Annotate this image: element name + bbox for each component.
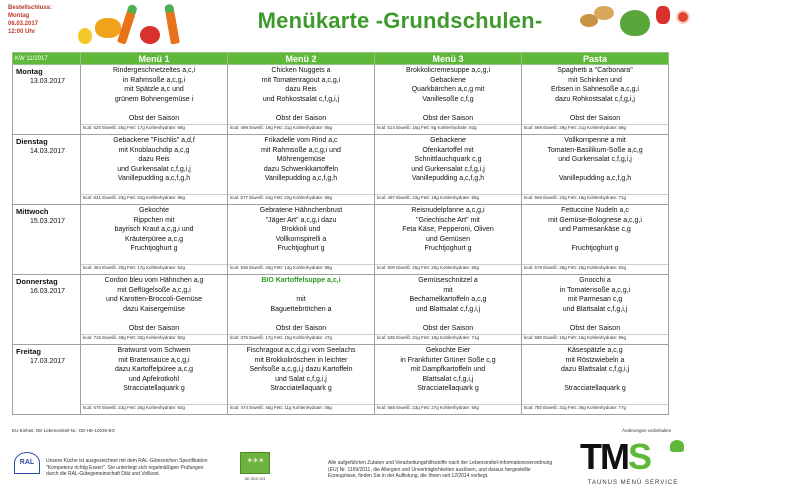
- dish-line: [231, 314, 371, 324]
- deadline-day: Montag: [8, 13, 30, 19]
- dish-line: Vanillesoße c,f,g: [422, 95, 474, 103]
- dish-line: [378, 314, 518, 324]
- menu-cell: [522, 65, 669, 135]
- day-row: [13, 135, 669, 205]
- deadline-time: 12:00 Uhr: [8, 29, 36, 35]
- day-cell: [13, 135, 81, 205]
- dish-line: [525, 375, 665, 385]
- header: [0, 0, 800, 52]
- dish-line: [378, 104, 518, 114]
- day-name: Dienstag: [16, 137, 48, 146]
- dish-line: Gebackene: [430, 76, 466, 84]
- column-header: Menü 1: [81, 53, 228, 65]
- dish-line: mit Geflügelsoße a,c,g,i: [117, 286, 191, 294]
- dish-line: mit Parmesan c,g: [567, 296, 623, 303]
- dish-line: Obst der Saison: [128, 114, 180, 122]
- dish-line: und Gemüsen: [426, 235, 470, 243]
- dish-line: und Blattsalat c,f,g,i,j: [562, 305, 628, 313]
- dish-line: dazu Rohkostsalat c,f,g,i,j: [555, 95, 635, 103]
- dish-line: Vollkornpenne a mit: [564, 137, 626, 144]
- dish-line: Gekochte Eier: [425, 347, 471, 354]
- nutrition-info: kcal: 577 Eiweiß: 24g Fett: 22g Kohlenhydrate: 68g: [228, 194, 374, 201]
- dish-line: [84, 394, 224, 404]
- day-row: [13, 205, 669, 275]
- dish-line: Gnocchi a: [579, 277, 611, 284]
- dish-line: und Gurkensalat c,f,g,i,j: [558, 156, 632, 163]
- dish-line: dazu Kartoffelpüree a,c,g: [114, 366, 194, 373]
- dish-line: Blattsalat c,f,g,i,j: [422, 375, 474, 383]
- dish-line: Stracciatellaquark g: [123, 385, 185, 392]
- dish-line: Frikadelle vom Rind a,c: [264, 137, 338, 144]
- day-name: Mittwoch: [16, 207, 49, 216]
- chef-hat-icon: [670, 440, 684, 452]
- deadline-date: 06.03.2017: [8, 21, 39, 27]
- dish-line: und Gurkensalat c,f,g,i,j: [411, 165, 485, 173]
- nutrition-info: kcal: 376 Eiweiß: 17g Fett: 15g Kohlenhydrate: 47g: [228, 334, 374, 341]
- dish-line: Gebackene: [430, 137, 466, 144]
- dish-line: Stracciatellaquark g: [564, 385, 626, 392]
- dish-line: dazu Schwenkkartoffeln: [263, 165, 339, 173]
- dish-line: Cordon bleu vom Hähnchen a,g: [104, 277, 204, 284]
- column-header: Menü 3: [375, 53, 522, 65]
- dish-line: Vanillepudding a,c,f,g,h: [558, 175, 632, 182]
- dish-line: Obst der Saison: [569, 324, 621, 332]
- dish-line: "Griechische Art" mit: [416, 216, 480, 224]
- dish-line: und Rohkostsalat c,f,g,i,j: [262, 95, 340, 103]
- day-date: 16.03.2017: [30, 287, 66, 295]
- dish-line: BIO Kartoffelsuppe a,c,i: [261, 277, 341, 284]
- deadline-label: Bestellschluss:: [8, 5, 53, 11]
- dish-line: [84, 314, 224, 324]
- dish-line: "Jäger Art" a,c,g,i dazu: [265, 216, 337, 224]
- dish-line: Obst der Saison: [128, 324, 180, 332]
- menu-cell: [81, 65, 228, 135]
- logo-s: S: [627, 436, 650, 477]
- dish-line: Kräuterpüree a,c,g: [125, 235, 183, 243]
- dish-line: mit Schinken und: [568, 76, 622, 84]
- dish-line: mit Tomatenragout a,c,g,i: [261, 76, 341, 84]
- column-header: Pasta: [522, 53, 669, 65]
- day-cell: [13, 345, 81, 415]
- dish-line: [525, 165, 665, 175]
- menu-cell: [522, 345, 669, 415]
- day-date: 14.03.2017: [30, 147, 66, 155]
- changes-note: Änderungen vorbehalten: [622, 428, 672, 433]
- dish-line: [525, 235, 665, 245]
- column-header: Menü 2: [228, 53, 375, 65]
- dish-line: Fettuccine Nudeln a,c: [561, 207, 629, 214]
- salad-bowl-icon: [620, 10, 650, 36]
- menu-cell: [375, 65, 522, 135]
- eu-bio-logo: [240, 452, 270, 474]
- dish-line: Fruchtjoghurt g: [571, 245, 619, 252]
- dish-line: Fruchtjoghurt g: [130, 245, 178, 252]
- menu-cell: [375, 135, 522, 205]
- dish-line: mit Dampfkartoffeln und: [410, 366, 486, 373]
- dish-line: Erbsen in Sahnesoße a,c,g,i: [551, 86, 639, 93]
- dish-line: Stracciatellaquark g: [417, 385, 479, 392]
- nutrition-info: kcal: 474 Eiweiß: 46g Fett: 11g Kohlenhydrate: 48g: [228, 404, 374, 411]
- dish-line: Obst der Saison: [422, 324, 474, 332]
- dish-line: Obst der Saison: [569, 114, 621, 122]
- dish-line: Bechamelkartoffeln a,c,g: [409, 296, 487, 303]
- nutrition-info: kcal: 566 Eiweiß: 23g Fett: 19g Kohlenhydrate: 71g: [522, 194, 668, 201]
- dish-line: grünem Bohnengemüse i: [114, 95, 194, 103]
- menu-cell: [375, 275, 522, 345]
- dish-line: Obst der Saison: [275, 324, 327, 332]
- dish-line: [525, 104, 665, 114]
- day-name: Montag: [16, 67, 43, 76]
- nutrition-info: kcal: 565 Eiweiß: 23g Fett: 27g Kohlenhydrate: 56g: [375, 404, 521, 411]
- dish-line: Käsespätzle a,c,g: [567, 347, 623, 354]
- dish-line: in Frankfurter Grüner Soße c,g: [400, 356, 496, 364]
- ral-text: Unsere Küche ist ausgezeichnet mit dem RAL-Gütezeichen Spezifikation "Kompetenz richtig Essen". Sie unterliegt sich regelmäßigen Prüfungen durch die RAL-Gütegemeinschaft Diät und Vollkost.: [46, 458, 208, 477]
- dish-line: Schnittlauchquark c,g: [414, 156, 482, 163]
- dish-line: Vanillepudding a,c,f,g,h: [264, 175, 338, 182]
- dish-line: Quarkbärchen a,c,g mit: [411, 86, 485, 93]
- dish-line: Gekochte: [139, 207, 169, 214]
- dish-line: in Rahmsoße a,c,g,i: [122, 76, 186, 84]
- dish-line: [84, 254, 224, 264]
- dish-line: [378, 254, 518, 264]
- dish-line: Fruchtjoghurt g: [424, 245, 472, 252]
- day-row: [13, 275, 669, 345]
- menu-cell: [228, 345, 375, 415]
- menu-header-row: [13, 53, 669, 65]
- tms-logo: [574, 436, 692, 492]
- dish-line: [378, 184, 518, 194]
- day-cell: [13, 275, 81, 345]
- menu-cell: [81, 205, 228, 275]
- menu-cell: [375, 205, 522, 275]
- nutrition-info: kcal: 641 Eiweiß: 23g Fett: 22g Kohlenhydrate: 86g: [81, 194, 227, 201]
- day-date: 15.03.2017: [30, 217, 66, 225]
- dish-line: und Apfelrotkohl: [128, 375, 180, 383]
- nutrition-info: kcal: 590 Eiweiß: 16g Fett: 16g Kohlenhydrate: 96g: [522, 334, 668, 341]
- dish-line: [231, 394, 371, 404]
- menu-cell: [228, 275, 375, 345]
- menu-cell: [522, 135, 669, 205]
- dish-line: [525, 254, 665, 264]
- dish-line: Brokkolicremesuppe a,c,g,i: [405, 67, 491, 74]
- eu-stars-icon: ✶✶✶: [246, 456, 264, 465]
- dish-line: Obst der Saison: [275, 114, 327, 122]
- menu-cell: [81, 345, 228, 415]
- nutrition-info: kcal: 514 Eiweiß: 16g Fett: 9g Kohlenhydrate: 92g: [375, 124, 521, 131]
- dish-line: dazu Reis: [138, 156, 170, 163]
- nutrition-info: kcal: 578 Eiweiß: 25g Fett: 18g Kohlenhydrate: 82g: [522, 264, 668, 271]
- nutrition-info: kcal: 498 Eiweiß: 19g Fett: 21g Kohlenhydrate: 55g: [228, 124, 374, 131]
- dish-line: Gebratene Hähnchenbrust: [259, 207, 343, 214]
- nutrition-info: kcal: 497 Eiweiß: 23g Fett: 18g Kohlenhydrate: 68g: [375, 194, 521, 201]
- dish-line: Möhrengemüse: [276, 156, 326, 163]
- dish-line: Vollkornspirelli a: [275, 235, 327, 243]
- dish-line: Stracciatellaquark g: [270, 385, 332, 392]
- menu-cell: [81, 275, 228, 345]
- menu-cell: [522, 205, 669, 275]
- dish-line: [84, 184, 224, 194]
- registration-note: EU-Einheit, DE-Lebensmittel-Nr.: DE-HE-10035-EG: [12, 428, 116, 433]
- allergen-text: Alle aufgeführten Zutaten und Verarbeitungshilfsstoffe nach der Lebensmittel-Informationsverordnung (EU) Nr. 1169/2011, die Allergien und Unverträglichkeiten auslösen, und daraus hergestellte Erzeugnisse, finden Sie in der Auflistung, die Ihnen seit 12/2014 vorliegt.: [328, 460, 553, 479]
- dish-line: Bratwurst vom Schwein: [117, 347, 191, 354]
- dish-line: mit Spätzle a,c und: [124, 86, 184, 93]
- dish-line: Reisnudelpfanne a,c,g,i: [411, 207, 485, 214]
- dish-line: Fruchtjoghurt g: [277, 245, 325, 252]
- nutrition-info: kcal: 568 Eiweiß: 29g Fett: 21g Kohlenhydrate: 68g: [522, 124, 668, 131]
- dish-line: Obst der Saison: [422, 114, 474, 122]
- dish-line: mit Knoblauchdip a,c,g: [118, 146, 190, 154]
- nutrition-info: kcal: 535 Eiweiß: 21g Fett: 19g Kohlenhydrate: 71g: [375, 334, 521, 341]
- dish-line: Rindergeschnetzeltes a,c,i: [112, 67, 196, 74]
- day-name: Freitag: [16, 347, 42, 356]
- dish-line: [525, 184, 665, 194]
- dish-line: und Parmesankäse c,g: [559, 226, 631, 233]
- dish-line: Senfsoße a,c,g,i,j dazu Kartoffeln: [249, 366, 353, 373]
- menu-cell: [228, 205, 375, 275]
- dish-line: mit Röstzwiebeln a: [565, 356, 625, 364]
- day-row: [13, 345, 669, 415]
- menu-cell: [522, 275, 669, 345]
- dish-line: [525, 314, 665, 324]
- nutrition-info: kcal: 500 Eiweiß: 25g Fett: 20g Kohlenhydrate: 55g: [375, 264, 521, 271]
- dish-line: Chicken Nuggets a: [271, 67, 331, 74]
- tomato-icon: [676, 10, 690, 24]
- dish-line: mit Gemüse-Bolognese a,c,g,i: [548, 216, 642, 224]
- dish-line: [231, 254, 371, 264]
- nutrition-info: kcal: 670 Eiweiß: 23g Fett: 25g Kohlenhydrate: 92g: [81, 404, 227, 411]
- day-row: [13, 65, 669, 135]
- dish-line: Baguettebrötchen a: [270, 305, 332, 313]
- dish-line: [231, 286, 371, 296]
- menu-body: [13, 65, 669, 415]
- dish-line: [378, 394, 518, 404]
- menu-cell: [228, 65, 375, 135]
- menu-cell: [228, 135, 375, 205]
- menu-cell: [375, 345, 522, 415]
- day-cell: [13, 65, 81, 135]
- calendar-week: KW 11/2017: [13, 53, 81, 65]
- bio-code: DE-ÖKO-001: [244, 477, 266, 481]
- day-date: 17.03.2017: [30, 357, 66, 365]
- brand-name: TAUNUS MENÜ SERVICE: [587, 480, 679, 486]
- dish-line: mit Bratensauce a,c,g,i: [118, 356, 190, 364]
- dish-line: [231, 184, 371, 194]
- dish-line: [231, 104, 371, 114]
- dish-line: Rippchen mit: [133, 216, 175, 224]
- tms-logo-mark: [580, 436, 650, 478]
- pepper-icon: [656, 6, 670, 24]
- dish-line: Brokkoli und: [281, 226, 321, 233]
- ral-logo: RAL: [14, 452, 40, 474]
- dish-line: Tomaten-Basilikum-Soße a,c,g: [547, 146, 643, 154]
- day-cell: [13, 205, 81, 275]
- dish-line: mit: [443, 286, 453, 294]
- dish-line: [84, 104, 224, 114]
- dish-line: mit: [296, 296, 306, 303]
- menu-table: [12, 52, 669, 415]
- dish-line: dazu Kaisergemüse: [123, 305, 185, 313]
- dish-line: Vanillepudding a,c,f,g,h: [117, 175, 191, 182]
- page-title: Menükarte -Grundschulen-: [257, 8, 543, 33]
- dish-line: bayrisch Kraut a,c,g,i und: [114, 226, 194, 233]
- dish-line: Fischragout a,c,d,g,i vom Seelachs: [246, 347, 356, 354]
- dish-line: Vanillepudding a,c,f,g,h: [411, 175, 485, 182]
- dish-line: mit Rahmsoße a,c,g,i und: [261, 146, 341, 154]
- dish-line: Gebackene "Fischlis" a,d,f: [113, 137, 195, 144]
- nutrition-info: kcal: 750 Eiweiß: 31g Fett: 36g Kohlenhydrate: 77g: [522, 404, 668, 411]
- dish-line: und Salat c,f,g,i,j: [275, 375, 327, 383]
- menu-cell: [81, 135, 228, 205]
- dish-line: Spaghetti a "Carbonara": [557, 67, 633, 74]
- nutrition-info: kcal: 484 Eiweiß: 20g Fett: 17g Kohlenhydrate: 52g: [81, 264, 227, 271]
- dish-line: mit Brokkoliröschen in leichter: [254, 356, 348, 364]
- day-date: 13.03.2017: [30, 77, 66, 85]
- dish-line: dazu Blattsalat c,f,g,i,j: [560, 366, 630, 373]
- dish-line: und Blattsalat c,f,g,i,j: [415, 305, 481, 313]
- dish-line: Feta Käse, Pepperoni, Oliven: [402, 226, 494, 233]
- nutrition-info: kcal: 520 Eiweiß: 25g Fett: 17g Kohlenhydrate: 68g: [81, 124, 227, 131]
- day-name: Donnerstag: [16, 277, 58, 286]
- dish-line: dazu Reis: [285, 86, 317, 93]
- dish-line: Gemüseschnitzel a: [418, 277, 478, 284]
- dish-line: Ofenkartoffel mit: [422, 146, 474, 154]
- logo-tm: TM: [580, 436, 628, 477]
- dish-line: [525, 394, 665, 404]
- potato-icon: [594, 6, 614, 20]
- dish-line: und Gurkensalat c,f,g,i,j: [117, 165, 191, 173]
- dish-line: und Karotten-Broccoli-Gemüse: [105, 296, 203, 303]
- nutrition-info: kcal: 536 Eiweiß: 40g Fett: 14g Kohlenhydrate: 58g: [228, 264, 374, 271]
- nutrition-info: kcal: 716 Eiweiß: 49g Fett: 33g Kohlenhydrate: 50g: [81, 334, 227, 341]
- dish-line: in Tomatensoße a,c,g,i: [559, 286, 631, 294]
